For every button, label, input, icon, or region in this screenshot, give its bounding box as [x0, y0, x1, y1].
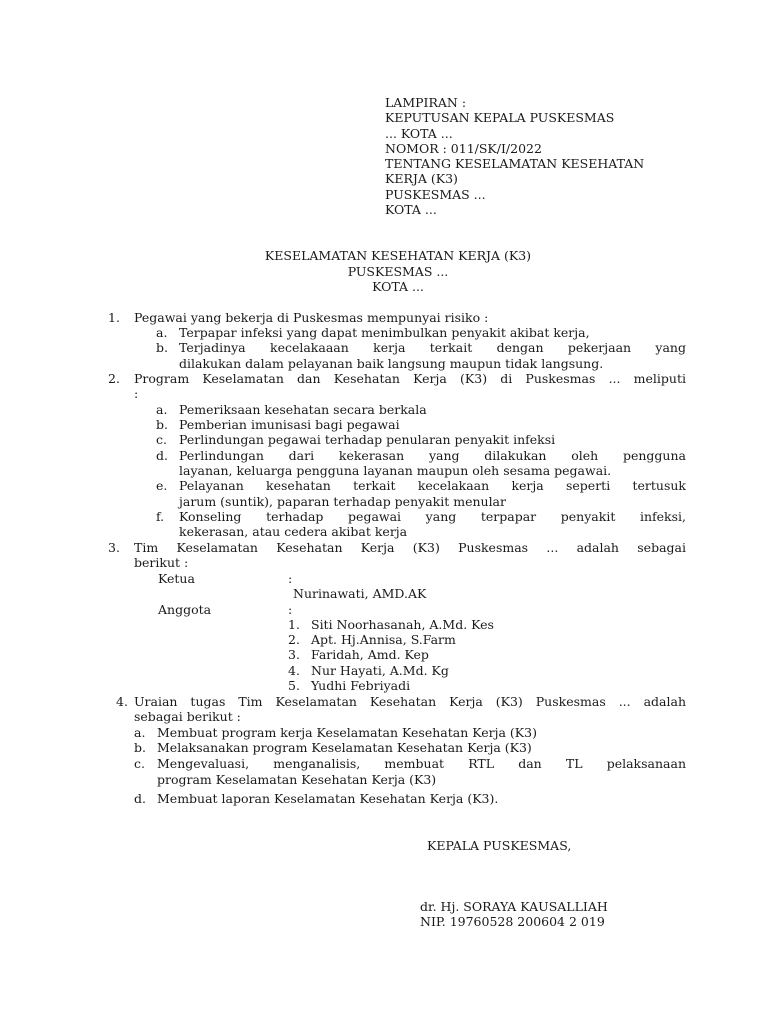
sub-text: Membuat laporan Keselamatan Kesehatan Kerja (K3).: [157, 791, 499, 806]
sub-letter: d.: [134, 791, 146, 806]
item-text: berikut :: [134, 555, 189, 570]
sub-text: Pemberian imunisasi bagi pegawai: [179, 417, 400, 432]
sub-letter: e.: [156, 478, 168, 493]
item-number: 3.: [108, 540, 120, 555]
anggota-label: Anggota: [158, 602, 212, 617]
sub-letter: c.: [134, 756, 145, 771]
member-name: Apt. Hj.Annisa, S.Farm: [311, 632, 456, 647]
signatory-name: dr. Hj. SORAYA KAUSALLIAH: [420, 899, 608, 914]
sub-letter: a.: [156, 325, 168, 340]
title-line: KOTA ...: [372, 279, 424, 294]
ketua-label: Ketua: [158, 571, 195, 586]
sub-text: dilakukan dalam pelayanan baik langsung maupun tidak langsung.: [179, 356, 604, 371]
sub-letter: a.: [156, 402, 168, 417]
sub-text: Terjadinya kecelakaaan kerja terkait dengan pekerjaan yang: [179, 340, 686, 355]
member-number: 3.: [288, 647, 300, 662]
member-name: Siti Noorhasanah, A.Md. Kes: [311, 617, 494, 632]
sub-letter: b.: [156, 340, 168, 355]
header-line: KERJA (K3): [385, 171, 458, 186]
colon: :: [288, 571, 293, 586]
member-name: Yudhi Febriyadi: [311, 678, 411, 693]
sub-text: layanan, keluarga pengguna layanan maupun oleh sesama pegawai.: [179, 463, 612, 478]
sub-text: program Keselamatan Kesehatan Kerja (K3): [157, 772, 437, 787]
item-text: Program Keselamatan dan Kesehatan Kerja (K3) di Puskesmas ... meliputi: [134, 371, 686, 386]
member-number: 4.: [288, 663, 300, 678]
colon: :: [288, 602, 293, 617]
header-line: LAMPIRAN :: [385, 95, 467, 110]
sub-letter: d.: [156, 448, 168, 463]
member-name: Nur Hayati, A.Md. Kg: [311, 663, 449, 678]
member-name: Faridah, Amd. Kep: [311, 647, 429, 662]
header-line: KEPUTUSAN KEPALA PUSKESMAS: [385, 110, 615, 125]
sub-text: Konseling terhadap pegawai yang terpapar penyakit infeksi,: [179, 509, 686, 524]
header-line: TENTANG KESELAMATAN KESEHATAN: [385, 156, 645, 171]
header-line: NOMOR : 011/SK/I/2022: [385, 141, 542, 156]
item-text: Uraian tugas Tim Keselamatan Kesehatan Kerja (K3) Puskesmas ... adalah: [134, 694, 686, 709]
item-number: 1.: [108, 310, 120, 325]
sub-letter: a.: [134, 725, 146, 740]
signatory-nip: NIP. 19760528 200604 2 019: [420, 914, 605, 929]
item-text: :: [134, 386, 139, 401]
signature-title: KEPALA PUSKESMAS,: [427, 838, 572, 853]
member-number: 1.: [288, 617, 300, 632]
sub-text: Pelayanan kesehatan terkait kecelakaan kerja seperti tertusuk: [179, 478, 686, 493]
item-number: 4.: [116, 694, 128, 709]
sub-text: Mengevaluasi, menganalisis, membuat RTL dan TL pelaksanaan: [157, 756, 686, 771]
sub-text: jarum (suntik), paparan terhadap penyakit menular: [179, 494, 506, 509]
item-text: sebagai berikut :: [134, 709, 241, 724]
header-line: KOTA ...: [385, 202, 437, 217]
sub-letter: b.: [134, 740, 146, 755]
item-text: Tim Keselamatan Kesehatan Kerja (K3) Puskesmas ... adalah sebagai: [134, 540, 686, 555]
ketua-name: Nurinawati, AMD.AK: [293, 586, 427, 601]
sub-text: Perlindungan dari kekerasan yang dilakukan oleh pengguna: [179, 448, 686, 463]
sub-text: Pemeriksaan kesehatan secara berkala: [179, 402, 427, 417]
sub-text: Melaksanakan program Keselamatan Kesehatan Kerja (K3): [157, 740, 532, 755]
sub-text: Terpapar infeksi yang dapat menimbulkan penyakit akibat kerja,: [179, 325, 590, 340]
title-line: KESELAMATAN KESEHATAN KERJA (K3): [264, 248, 532, 263]
member-number: 2.: [288, 632, 300, 647]
header-line: ... KOTA ...: [385, 126, 453, 141]
title-line: PUSKESMAS ...: [347, 264, 449, 279]
item-number: 2.: [108, 371, 120, 386]
sub-letter: b.: [156, 417, 168, 432]
sub-text: Perlindungan pegawai terhadap penularan penyakit infeksi: [179, 432, 556, 447]
sub-letter: f.: [156, 509, 165, 524]
sub-text: Membuat program kerja Keselamatan Kesehatan Kerja (K3): [157, 725, 537, 740]
sub-letter: c.: [156, 432, 167, 447]
header-line: PUSKESMAS ...: [385, 187, 486, 202]
member-number: 5.: [288, 678, 300, 693]
sub-text: kekerasan, atau cedera akibat kerja: [179, 524, 408, 539]
item-text: Pegawai yang bekerja di Puskesmas mempunyai risiko :: [134, 310, 489, 325]
